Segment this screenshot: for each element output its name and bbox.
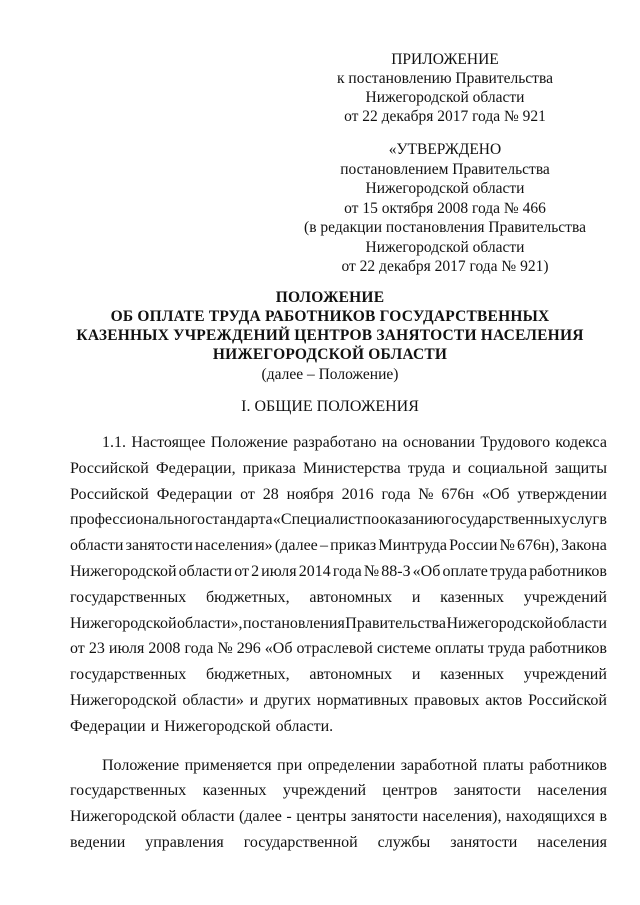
body-text (70, 430, 607, 856)
approval-line: (в редакции постановления Правительства (304, 219, 586, 236)
paragraph-line: государственных казенных учреждений центров занятости населения (70, 782, 607, 800)
approval-line: Нижегородской области (365, 238, 525, 256)
annex-line: Нижегородской области (365, 89, 525, 106)
title-line: ПОЛОЖЕНИЕ (275, 289, 385, 306)
approval-line: постановлением Правительства (340, 160, 550, 178)
approval-line: от 15 октября 2008 года № 466 (344, 199, 546, 217)
document-subtitle: (далее – Положение) (261, 366, 399, 383)
section-heading: I. ОБЩИЕ ПОЛОЖЕНИЯ (241, 398, 419, 415)
title-line: ОБ ОПЛАТЕ ТРУДА РАБОТНИКОВ ГОСУДАРСТВЕННЫХ (110, 308, 550, 325)
paragraph-line: государственных бюджетных, автономных и казенных учреждений (70, 588, 607, 606)
paragraph-line: Нижегородской области от 2 июля 2014 года № 88-З «Об оплате труда работников (70, 562, 607, 580)
title-line: КАЗЕННЫХ УЧРЕЖДЕНИЙ ЦЕНТРОВ ЗАНЯТОСТИ НАСЕЛЕНИЯ (76, 327, 584, 344)
paragraph-line: Российской Федерации, приказа Министерства труда и социальной защиты (70, 459, 607, 477)
document-title (60, 288, 600, 364)
paragraph-line: государственных бюджетных, автономных и казенных учреждений (70, 666, 607, 684)
paragraph-line: Нижегородской области (далее - центры занятости населения), находящихся в (70, 808, 607, 826)
annex-line: от 22 декабря 2017 года № 921 (344, 108, 546, 125)
paragraph-line: Российской Федерации от 28 ноября 2016 года № 676н «Об утверждении (70, 485, 607, 503)
approval-heading: «УТВЕРЖДЕНО (388, 141, 502, 158)
approval-line: Нижегородской области (365, 180, 525, 197)
paragraph-line: Положение применяется при определении заработной платы работников (102, 756, 607, 774)
paragraph-line: от 23 июля 2008 года № 296 «Об отраслевой системе оплаты труда работников (70, 640, 607, 658)
annex-block (300, 50, 590, 126)
annex-heading: ПРИЛОЖЕНИЕ (391, 51, 499, 68)
paragraph-line: 1.1. Настоящее Положение разработано на основании Трудового кодекса (102, 434, 607, 451)
annex-line: к постановлению Правительства (337, 70, 553, 87)
paragraph-line: Нижегородской области», постановления Правительства Нижегородской области (70, 614, 607, 632)
paragraph-1 (70, 430, 607, 740)
paragraph-gap (70, 740, 607, 753)
title-line: НИЖЕГОРОДСКОЙ ОБЛАСТИ (212, 346, 448, 363)
approval-block (280, 140, 610, 277)
paragraph-line: Федерации и Нижегородской области. (70, 717, 334, 735)
paragraph-line: области занятости населения» (далее – приказ Минтруда России № 676н), Закона (70, 537, 607, 555)
paragraph-line: профессионального стандарта «Специалист по оказанию государственных услуг в (70, 511, 607, 529)
paragraph-line: Нижегородской области» и других нормативных правовых актов Российской (70, 691, 607, 709)
paragraph-2 (70, 753, 607, 856)
approval-line: от 22 декабря 2017 года № 921) (341, 258, 549, 275)
paragraph-line: ведении управления государственной службы занятости населения (70, 833, 607, 851)
